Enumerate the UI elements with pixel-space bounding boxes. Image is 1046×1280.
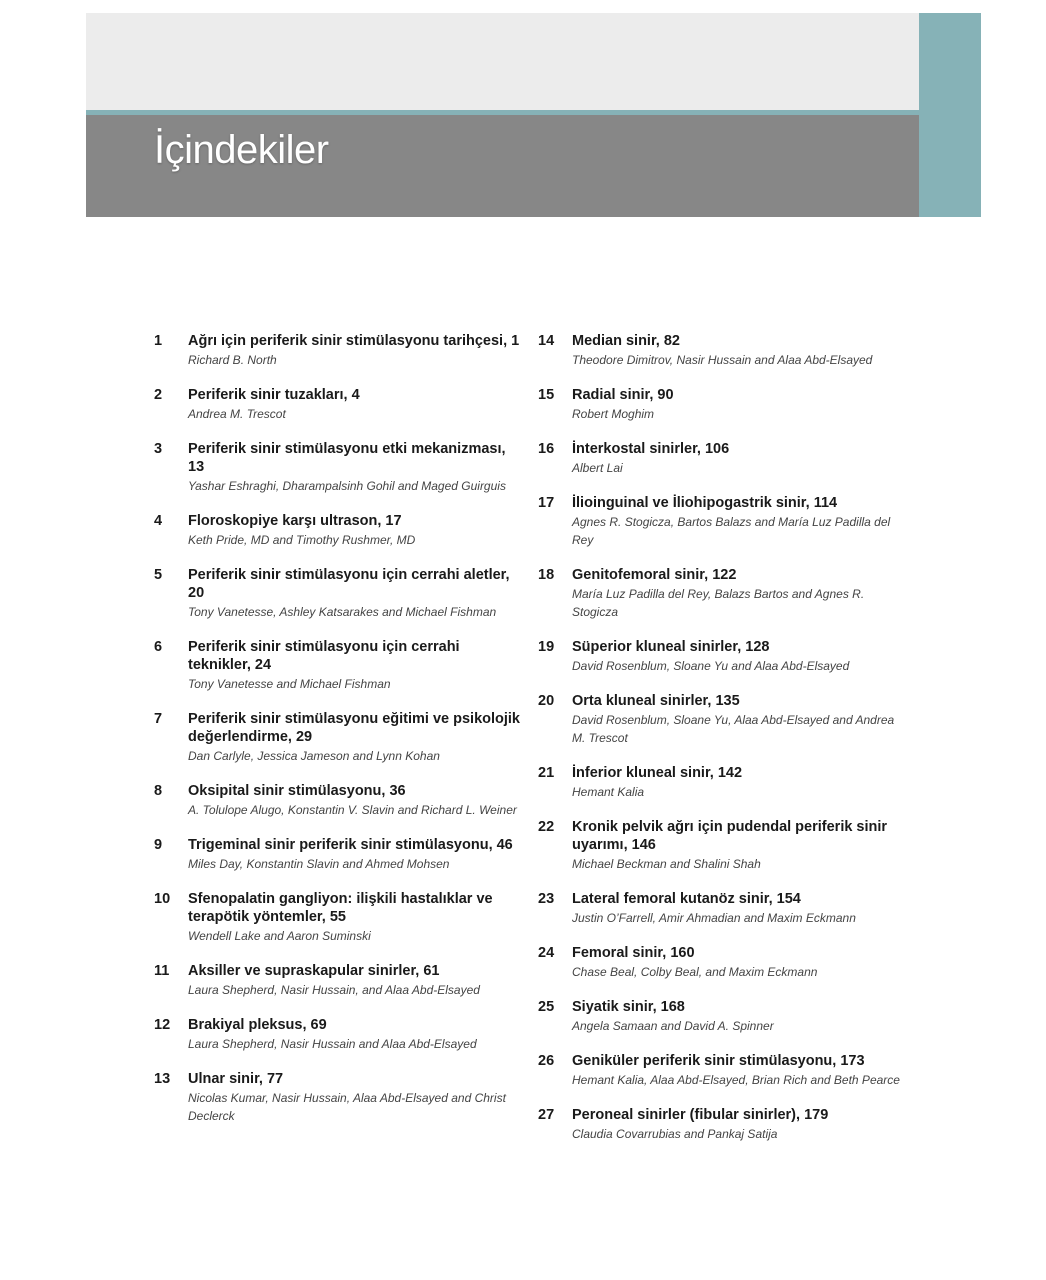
chapter-title[interactable]: İnferior kluneal sinir, 142 bbox=[572, 765, 743, 781]
chapter-title[interactable]: Orta kluneal sinirler, 135 bbox=[572, 693, 740, 709]
chapter-number: 11 bbox=[154, 963, 170, 979]
chapter-authors: David Rosenblum, Sloane Yu and Alaa Abd-Elsayed bbox=[572, 659, 850, 673]
page-title: İçindekiler bbox=[154, 128, 329, 172]
chapter-authors: Chase Beal, Colby Beal, and Maxim Eckmann bbox=[572, 965, 818, 979]
chapter-authors: María Luz Padilla del Rey, Balazs Bartos and Agnes R. Stogicza bbox=[572, 587, 865, 619]
chapter-authors: Claudia Covarrubias and Pankaj Satija bbox=[572, 1127, 778, 1141]
toc-entry[interactable] bbox=[538, 638, 908, 675]
chapter-authors: Wendell Lake and Aaron Suminski bbox=[188, 929, 371, 943]
toc-entry[interactable] bbox=[154, 1070, 524, 1125]
chapter-number: 10 bbox=[154, 891, 171, 907]
chapter-authors: Hemant Kalia bbox=[572, 785, 645, 799]
chapter-number: 26 bbox=[538, 1053, 555, 1069]
chapter-authors: Robert Moghim bbox=[572, 407, 655, 421]
chapter-authors: Hemant Kalia, Alaa Abd-Elsayed, Brian Rich and Beth Pearce bbox=[572, 1073, 900, 1087]
chapter-number: 9 bbox=[154, 837, 163, 853]
toc-entry[interactable] bbox=[538, 944, 908, 981]
chapter-number: 18 bbox=[538, 567, 555, 583]
chapter-number: 1 bbox=[154, 333, 163, 349]
chapter-number: 7 bbox=[154, 711, 163, 727]
chapter-number: 13 bbox=[154, 1071, 171, 1087]
toc-entry[interactable] bbox=[154, 1016, 524, 1053]
chapter-title[interactable]: Floroskopiye karşı ultrason, 17 bbox=[188, 513, 402, 529]
toc-entry[interactable] bbox=[538, 1052, 908, 1089]
chapter-number: 23 bbox=[538, 891, 555, 907]
chapter-title[interactable]: Geniküler periferik sinir stimülasyonu, 173 bbox=[572, 1053, 865, 1069]
toc-column-left bbox=[154, 332, 524, 1142]
chapter-title[interactable]: Periferik sinir stimülasyonu eğitimi ve psikolojik değerlendirme, 29 bbox=[188, 711, 520, 745]
chapter-number: 22 bbox=[538, 819, 555, 835]
header-side-accent bbox=[919, 13, 981, 217]
toc-entry[interactable] bbox=[538, 1106, 908, 1143]
toc-entry[interactable] bbox=[538, 386, 908, 423]
toc-entry[interactable] bbox=[538, 494, 908, 549]
chapter-authors: Laura Shepherd, Nasir Hussain, and Alaa Abd-Elsayed bbox=[188, 983, 480, 997]
chapter-title[interactable]: Ulnar sinir, 77 bbox=[188, 1071, 284, 1087]
toc-entry[interactable] bbox=[154, 710, 524, 765]
toc-entry[interactable] bbox=[538, 890, 908, 927]
chapter-number: 2 bbox=[154, 387, 163, 403]
chapter-authors: Albert Lai bbox=[572, 461, 623, 475]
chapter-number: 4 bbox=[154, 513, 163, 529]
chapter-authors: Richard B. North bbox=[188, 353, 277, 367]
toc-entry[interactable] bbox=[538, 764, 908, 801]
toc-entry[interactable] bbox=[538, 332, 908, 369]
chapter-authors: Agnes R. Stogicza, Bartos Balazs and María Luz Padilla del Rey bbox=[572, 515, 891, 547]
chapter-number: 19 bbox=[538, 639, 555, 655]
chapter-title[interactable]: Oksipital sinir stimülasyonu, 36 bbox=[188, 783, 406, 799]
chapter-title[interactable]: İnterkostal sinirler, 106 bbox=[572, 441, 730, 457]
chapter-number: 5 bbox=[154, 567, 163, 583]
toc-entry[interactable] bbox=[538, 566, 908, 621]
header-top-panel bbox=[86, 13, 919, 110]
chapter-authors: Tony Vanetesse and Michael Fishman bbox=[188, 677, 391, 691]
chapter-authors: Angela Samaan and David A. Spinner bbox=[572, 1019, 774, 1033]
chapter-authors: Keth Pride, MD and Timothy Rushmer, MD bbox=[188, 533, 416, 547]
toc-entry[interactable] bbox=[154, 782, 524, 819]
chapter-number: 16 bbox=[538, 441, 555, 457]
toc-entry[interactable] bbox=[154, 890, 524, 945]
chapter-number: 27 bbox=[538, 1107, 555, 1123]
chapter-authors: David Rosenblum, Sloane Yu, Alaa Abd-Elsayed and Andrea M. Trescot bbox=[572, 713, 895, 745]
chapter-title[interactable]: Süperior kluneal sinirler, 128 bbox=[572, 639, 770, 655]
chapter-title[interactable]: Ağrı için periferik sinir stimülasyonu tarihçesi, 1 bbox=[188, 333, 520, 349]
chapter-authors: Michael Beckman and Shalini Shah bbox=[572, 857, 761, 871]
chapter-authors: Tony Vanetesse, Ashley Katsarakes and Michael Fishman bbox=[188, 605, 497, 619]
chapter-title[interactable]: Periferik sinir stimülasyonu için cerrahi aletler, 20 bbox=[188, 567, 510, 601]
toc-column-right bbox=[538, 332, 908, 1160]
chapter-title[interactable]: Femoral sinir, 160 bbox=[572, 945, 695, 961]
chapter-title[interactable]: Siyatik sinir, 168 bbox=[572, 999, 685, 1015]
chapter-authors: Andrea M. Trescot bbox=[188, 407, 286, 421]
chapter-number: 20 bbox=[538, 693, 555, 709]
chapter-authors: Dan Carlyle, Jessica Jameson and Lynn Kohan bbox=[188, 749, 440, 763]
toc-entry[interactable] bbox=[154, 512, 524, 549]
chapter-title[interactable]: Periferik sinir stimülasyonu için cerrahi teknikler, 24 bbox=[188, 639, 460, 673]
toc-entry[interactable] bbox=[154, 566, 524, 621]
chapter-title[interactable]: Radial sinir, 90 bbox=[572, 387, 674, 403]
toc-entry[interactable] bbox=[154, 332, 524, 369]
chapter-authors: Theodore Dimitrov, Nasir Hussain and Alaa Abd-Elsayed bbox=[572, 353, 873, 367]
chapter-number: 6 bbox=[154, 639, 163, 655]
chapter-authors: Miles Day, Konstantin Slavin and Ahmed Mohsen bbox=[188, 857, 450, 871]
toc-entry[interactable] bbox=[154, 836, 524, 873]
chapter-authors: Justin O’Farrell, Amir Ahmadian and Maxim Eckmann bbox=[572, 911, 856, 925]
chapter-title[interactable]: Aksiller ve supraskapular sinirler, 61 bbox=[188, 963, 440, 979]
chapter-number: 12 bbox=[154, 1017, 171, 1033]
chapter-number: 21 bbox=[538, 765, 555, 781]
chapter-title[interactable]: Lateral femoral kutanöz sinir, 154 bbox=[572, 891, 801, 907]
chapter-title[interactable]: Kronik pelvik ağrı için pudendal periferik sinir uyarımı, 146 bbox=[572, 819, 888, 853]
toc-entry[interactable] bbox=[154, 440, 524, 495]
toc-entry[interactable] bbox=[538, 818, 908, 873]
chapter-number: 8 bbox=[154, 783, 163, 799]
chapter-number: 25 bbox=[538, 999, 555, 1015]
toc-entry[interactable] bbox=[538, 998, 908, 1035]
chapter-title[interactable]: Peroneal sinirler (fibular sinirler), 179 bbox=[572, 1107, 829, 1123]
chapter-number: 17 bbox=[538, 495, 555, 511]
toc-entry[interactable] bbox=[154, 386, 524, 423]
chapter-number: 24 bbox=[538, 945, 555, 961]
chapter-title[interactable]: Brakiyal pleksus, 69 bbox=[188, 1017, 327, 1033]
chapter-number: 14 bbox=[538, 333, 555, 349]
chapter-title[interactable]: Trigeminal sinir periferik sinir stimülasyonu, 46 bbox=[188, 837, 513, 853]
chapter-number: 3 bbox=[154, 441, 163, 457]
chapter-title[interactable]: Sfenopalatin gangliyon: ilişkili hastalıklar ve terapötik yöntemler, 55 bbox=[188, 891, 493, 925]
chapter-title[interactable]: Periferik sinir tuzakları, 4 bbox=[188, 387, 360, 403]
toc-entry[interactable] bbox=[154, 638, 524, 693]
chapter-number: 15 bbox=[538, 387, 555, 403]
toc-entry[interactable] bbox=[538, 692, 908, 747]
chapter-title[interactable]: Median sinir, 82 bbox=[572, 333, 680, 349]
chapter-authors: Laura Shepherd, Nasir Hussain and Alaa Abd-Elsayed bbox=[188, 1037, 477, 1051]
chapter-authors: Yashar Eshraghi, Dharampalsinh Gohil and Maged Guirguis bbox=[188, 479, 506, 493]
chapter-authors: A. Tolulope Alugo, Konstantin V. Slavin and Richard L. Weiner bbox=[188, 803, 517, 817]
chapter-title[interactable]: Periferik sinir stimülasyonu etki mekanizması, 13 bbox=[188, 441, 506, 475]
toc-entry[interactable] bbox=[538, 440, 908, 477]
toc-entry[interactable] bbox=[154, 962, 524, 999]
chapter-title[interactable]: Genitofemoral sinir, 122 bbox=[572, 567, 737, 583]
chapter-title[interactable]: İlioinguinal ve İliohipogastrik sinir, 114 bbox=[572, 495, 838, 511]
chapter-authors: Nicolas Kumar, Nasir Hussain, Alaa Abd-Elsayed and Christ Declerck bbox=[188, 1091, 506, 1123]
